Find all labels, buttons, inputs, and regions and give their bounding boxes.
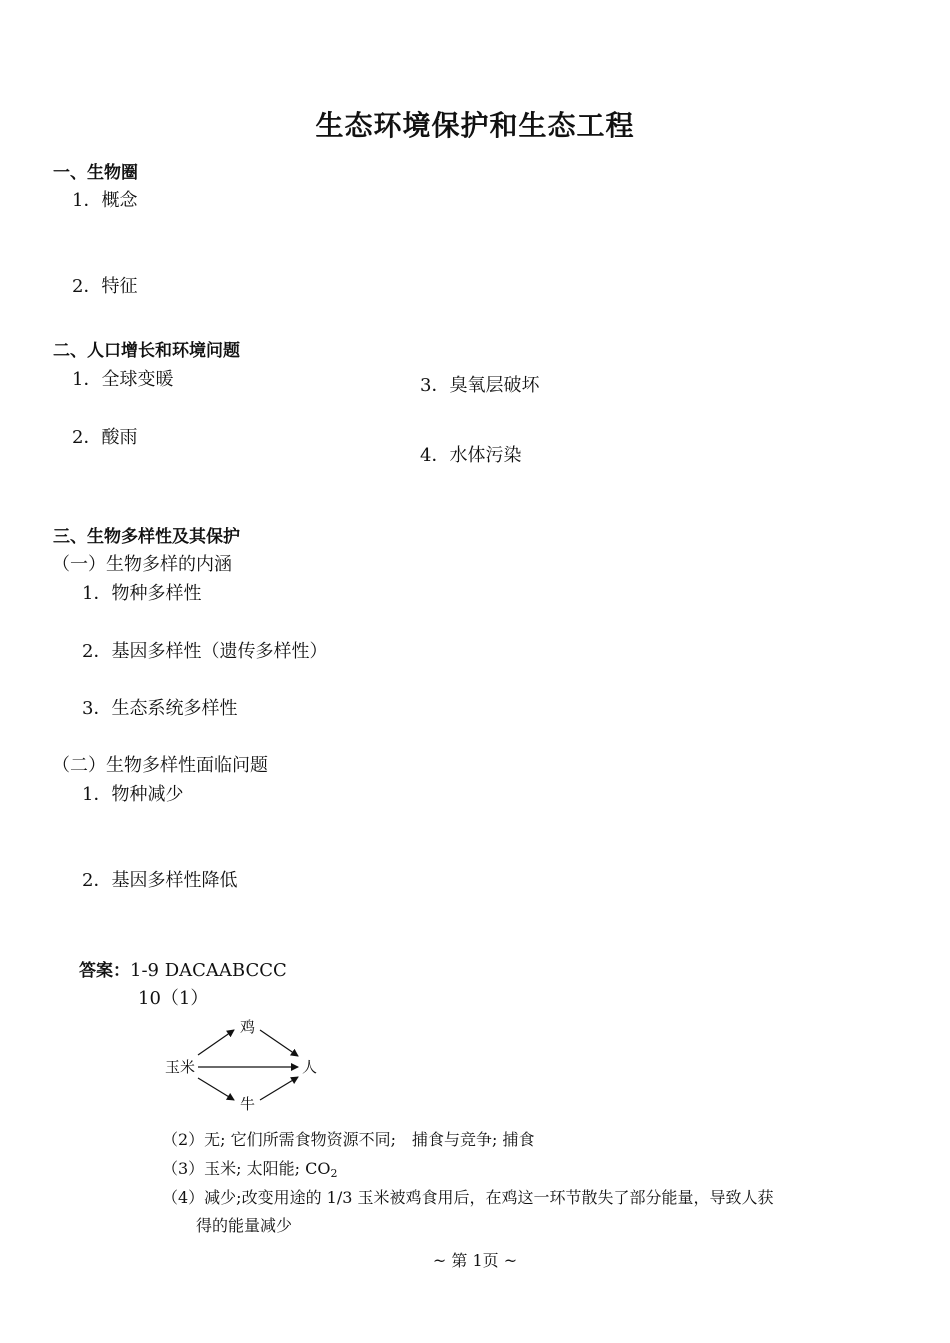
sec2-item-ozone: 3．臭氧层破坏 [420,375,540,396]
sec3-subheading-1: （一）生物多样的内涵 [52,554,232,575]
node-cattle: 牛 [240,1095,256,1113]
section-heading-biodiversity: 三、生物多样性及其保护 [53,527,240,547]
sec3-item-gene-decline: 2．基因多样性降低 [82,870,238,891]
node-human: 人 [302,1058,318,1076]
node-chicken: 鸡 [240,1018,256,1036]
answer-q10-label: 10（1） [138,988,209,1009]
arrow-corn-to-chicken [198,1030,234,1055]
node-corn: 玉米 [165,1058,196,1076]
sec3-item-species-decline: 1．物种减少 [82,784,184,805]
page-footer: ~ 第 1页 ~ [432,1251,518,1270]
answer-q10-3-text: （3）玉米; 太阳能; CO [162,1159,331,1178]
answer-q10-4-line1: （4）减少;改变用途的 1/3 玉米被鸡食用后，在鸡这一环节散失了部分能量，导致人获 [162,1188,774,1207]
sec1-item-features: 2．特征 [72,276,138,297]
answer-q10-2: （2）无; 它们所需食物资源不同; 捕食与竞争; 捕食 [162,1130,535,1149]
sec3-subheading-2: （二）生物多样性面临问题 [52,755,268,776]
arrow-chicken-to-human [260,1030,298,1056]
sec1-item-concept: 1．概念 [72,190,138,211]
page-title: 生态环境保护和生态工程 [315,109,635,142]
answer-q10-3-subscript: 2 [330,1167,338,1180]
sec3-item-gene: 2．基因多样性（遗传多样性） [82,641,328,662]
sec3-item-species: 1．物种多样性 [82,583,202,604]
food-web-diagram [160,1012,330,1116]
answer-label: 答案： [79,961,130,981]
sec2-item-acid-rain: 2．酸雨 [72,427,138,448]
answer-q10-4-line2: 得的能量减少 [196,1216,293,1235]
sec2-item-water-pollution: 4．水体污染 [420,445,522,466]
sec2-item-global-warming: 1．全球变暖 [72,369,174,390]
answer-choices: 1-9 DACAABCCC [130,960,287,981]
sec3-item-ecosystem: 3．生态系统多样性 [82,698,238,719]
section-heading-biosphere: 一、生物圈 [53,163,138,183]
answer-q10-3 [162,1156,338,1180]
answer-line-1 [79,956,287,981]
section-heading-population: 二、人口增长和环境问题 [53,341,240,361]
arrow-cattle-to-human [260,1077,298,1100]
arrow-corn-to-cattle [198,1078,234,1100]
